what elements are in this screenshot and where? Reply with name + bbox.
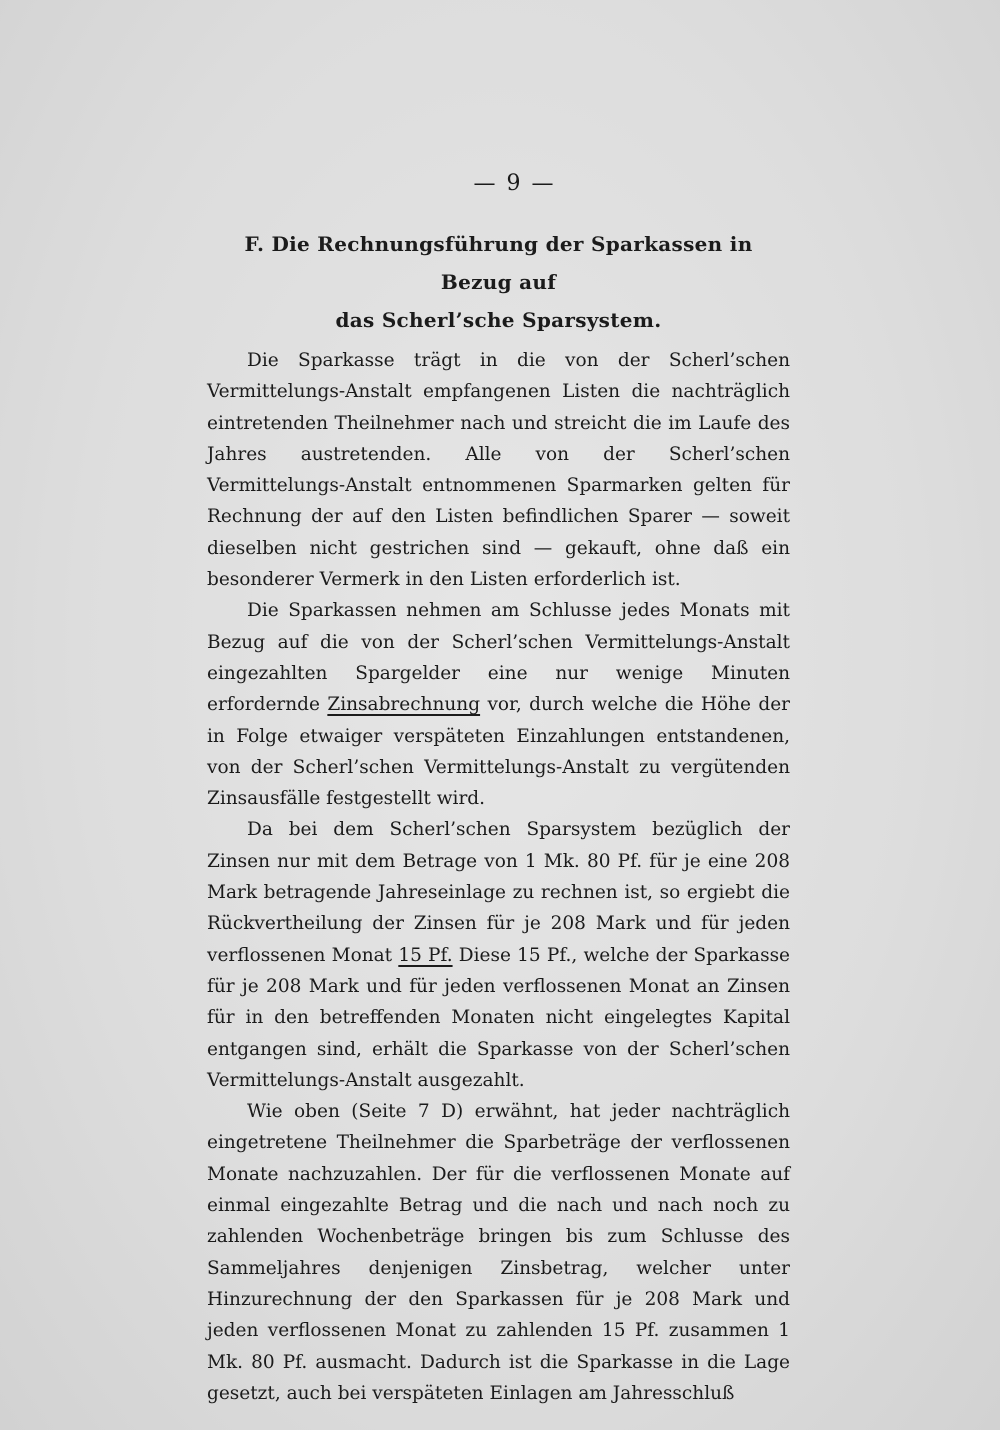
page-content [207,168,790,1409]
paragraph-4 [207,1096,790,1409]
paragraph-1-text: Die Sparkasse trägt in die von der Scherl’schen Vermittelungs-Anstalt empfangenen Listen die nachträglich eintretenden Theilnehmer nach und streicht die im Laufe des Jahres austretenden. Alle von der Scherl’schen Vermittelungs-Anstalt entnommenen Sparmarken gelten für Rechnung der auf den Listen befindlichen Sparer — soweit dieselben nicht gestrichen sind — gekauft, ohne daß ein besonderer Vermerk in den Listen erforderlich ist. [207,350,790,591]
paragraph-2-text-after: vor, durch welche die Höhe der in Folge etwaiger verspäteten Einzahlungen entstandenen, von der Scherl’schen Vermittelungs-Anstalt zu vergütenden Zinsausfälle festgestellt wird. [207,694,791,810]
paragraph-2-text-before: Die Sparkassen nehmen am Schlusse jedes Monats mit Bezug auf die von der Scherl’schen Vermittelungs-Anstalt eingezahlten Spargelder eine nur wenige Minuten erfordernde [207,600,790,716]
paragraph-4-text: Wie oben (Seite 7 D) erwähnt, hat jeder nachträglich eingetretene Theilnehmer die Sparbeträge der verflossenen Monate nachzuzahlen. Der für die verflossenen Monate auf einmal eingezahlte Betrag und die nach und nach noch zu zahlenden Wochenbeträge bringen bis zum Schlusse des Sammeljahres denjenigen Zinsbetrag, welcher unter Hinzurechnung der den Sparkassen für je 208 Mark und jeden verflossenen Monat zu zahlenden 15 Pf. zusammen 1 Mk. 80 Pf. ausmacht. Dadurch ist die Sparkasse in die Lage gesetzt, auch bei verspäteten Einlagen am Jahresschluß [207,1101,790,1404]
section-heading [207,225,790,339]
paragraph-2 [207,595,790,814]
section-heading-line-1: F. Die Rechnungsführung der Sparkassen in Bezug auf [244,232,753,294]
paragraph-3-text-before: Da bei dem Scherl’schen Sparsystem bezüglich der Zinsen nur mit dem Betrage von 1 Mk. 80 Pf. für je eine 208 Mark betragende Jahreseinlage zu rechnen ist, so ergiebt die Rückvertheilung der Zinsen für je 208 Mark und für jeden verflossenen Monat [207,819,790,966]
paragraph-3 [207,814,790,1096]
paragraph-3-text-after: Diese 15 Pf., welche der Sparkasse für je 208 Mark und für jeden verflossenen Monat an Zinsen für in den betreffenden Monaten nicht eingelegtes Kapital entgangen sind, erhält die Sparkasse von der Scherl’schen Vermittelungs-Anstalt ausgezahlt. [207,944,791,1091]
page-number: — 9 — [473,171,556,196]
paragraph-1 [207,345,790,595]
underlined-term-zinsabrechnung: Zinsabrechnung [327,694,481,716]
underlined-amount-15-pf: 15 Pf. [398,944,453,966]
section-heading-line-2: das Scherl’sche Sparsystem. [335,308,662,332]
